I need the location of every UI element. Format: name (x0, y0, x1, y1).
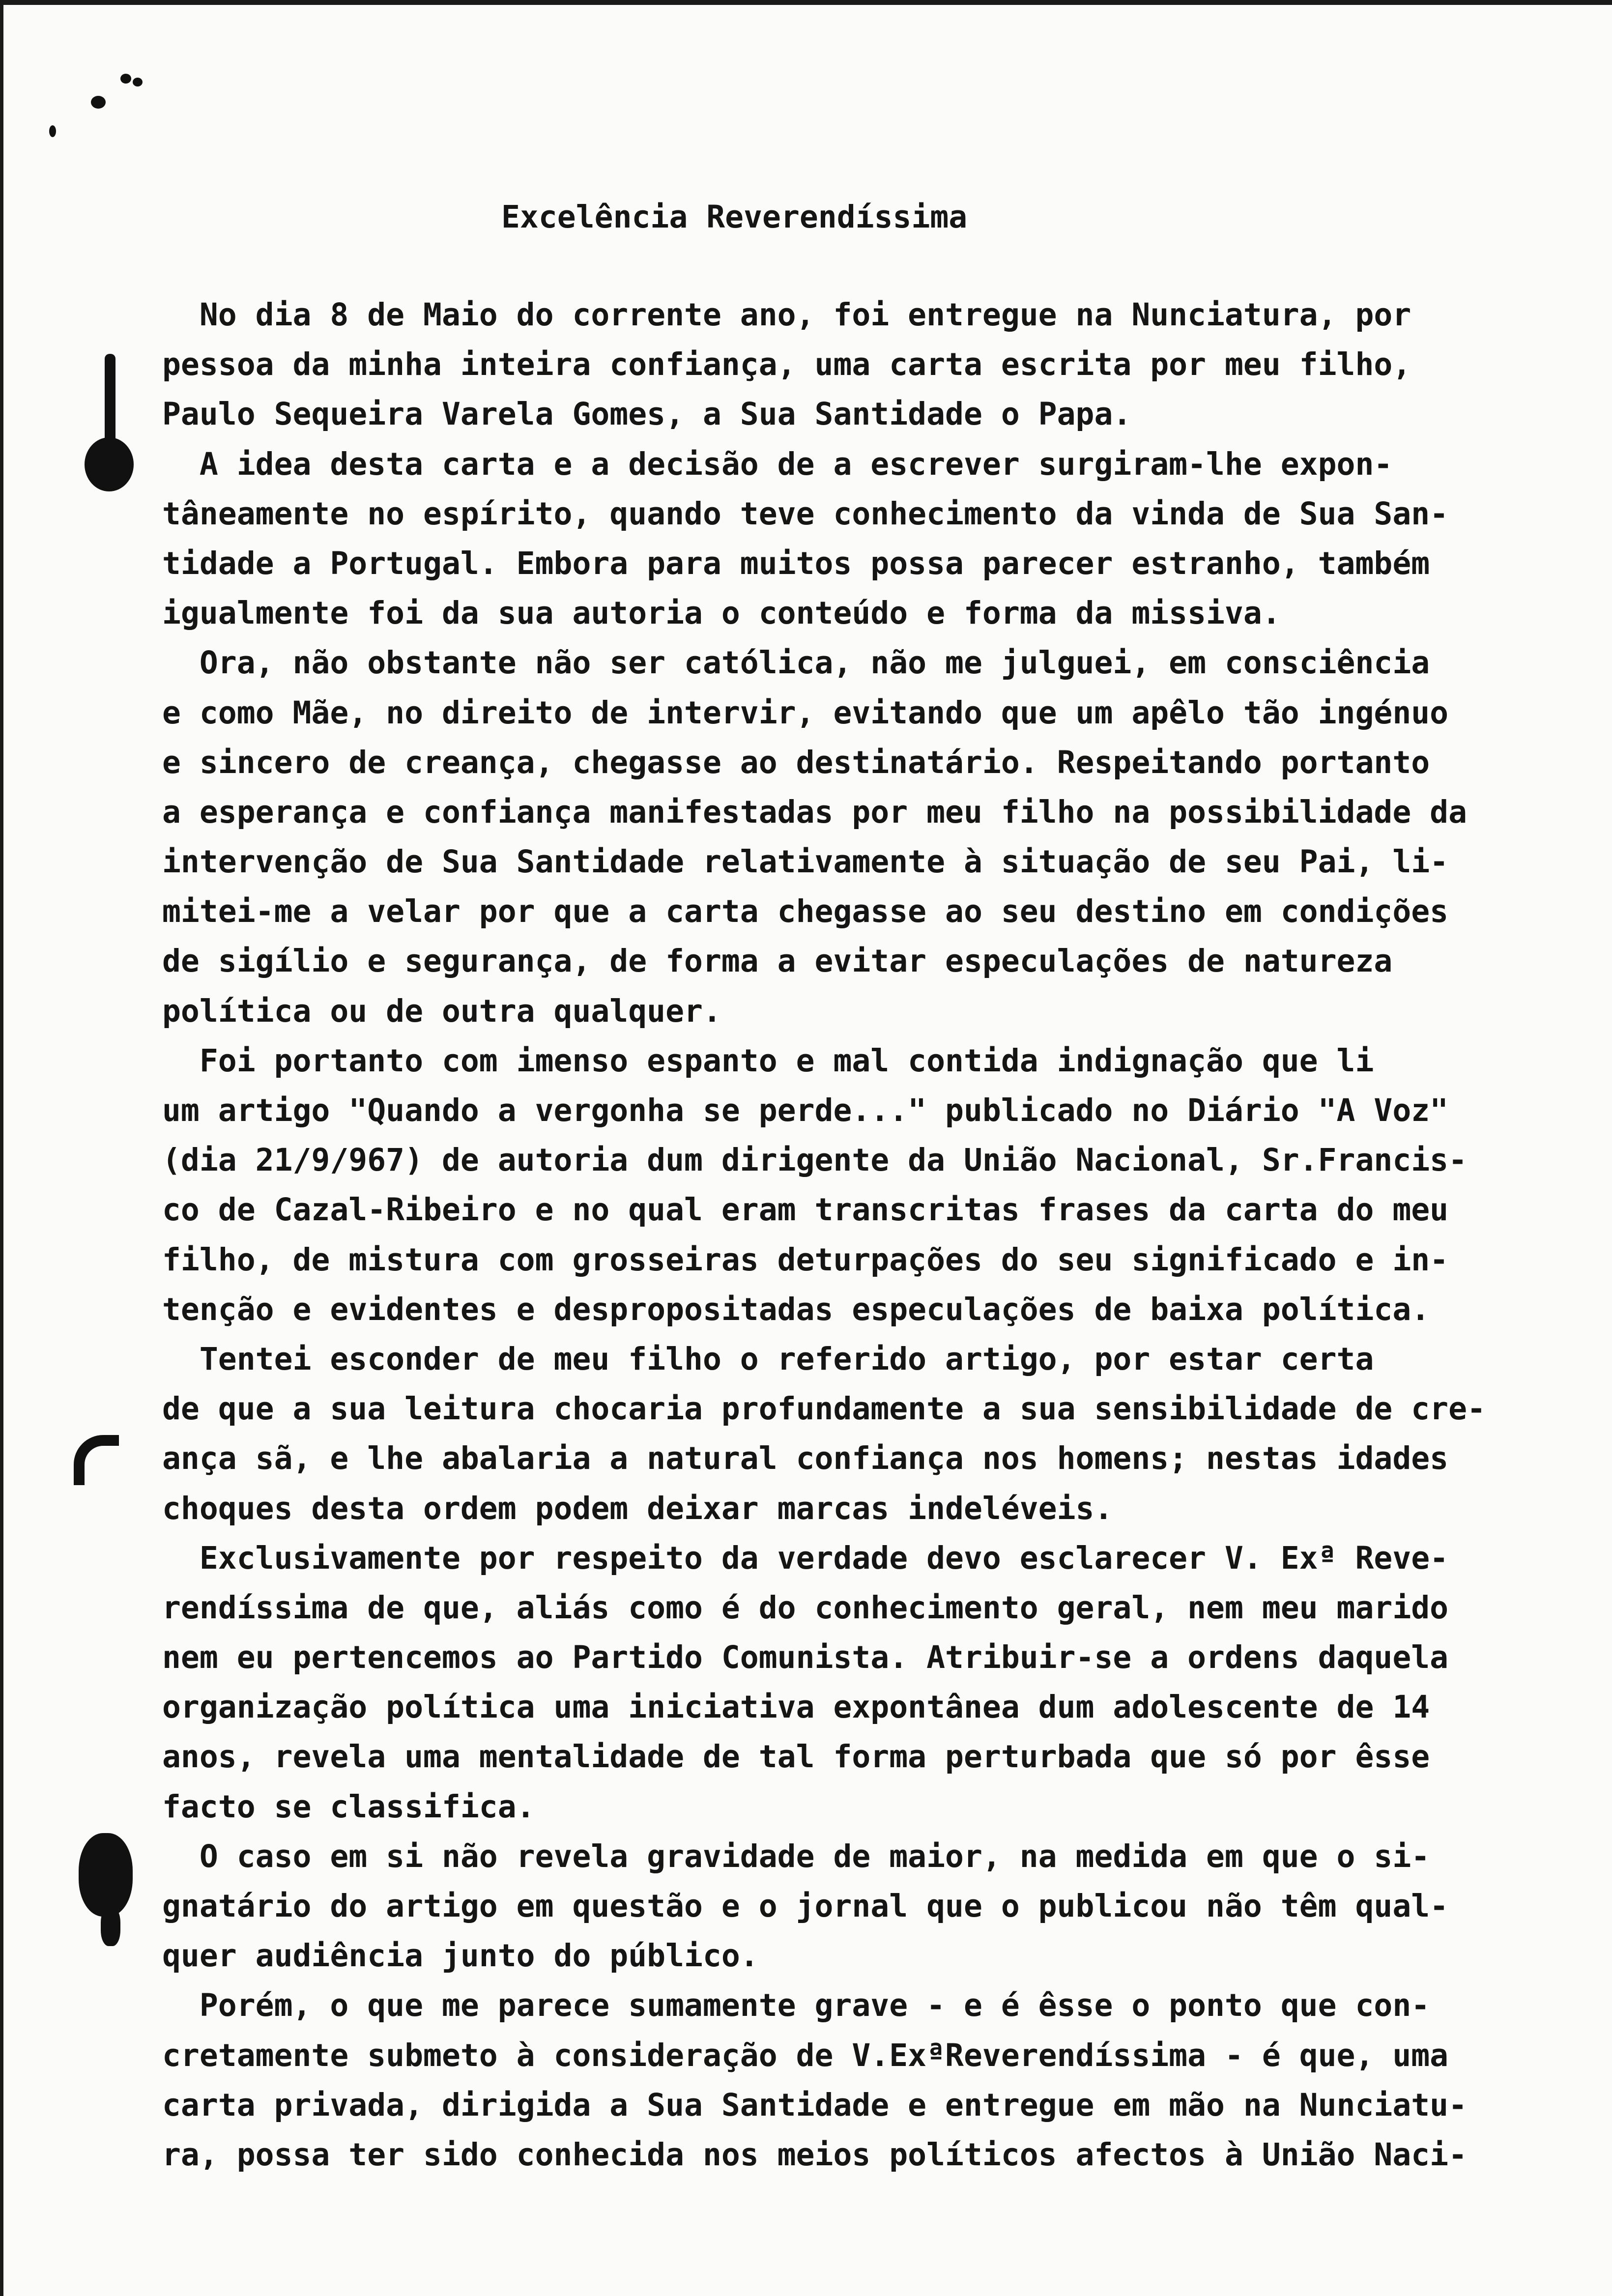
text-line: Ora, não obstante não ser católica, não me julguei, em consciência (162, 645, 1430, 681)
ink-blot (133, 78, 143, 86)
text-line: de que a sua leitura chocaria profundamente a sua sensibilidade de cre- (162, 1391, 1486, 1427)
ink-blot (120, 74, 131, 84)
text-line: de sigílio e segurança, de forma a evitar especulações de natureza (162, 943, 1393, 979)
text-line: e como Mãe, no direito de intervir, evitando que um apêlo tão ingénuo (162, 694, 1449, 731)
text-line: Exclusivamente por respeito da verdade devo esclarecer V. Exª Reve- (162, 1540, 1449, 1576)
text-line: pessoa da minha inteira confiança, uma carta escrita por meu filho, (162, 346, 1411, 383)
salutation-title: Excelência Reverendíssima (501, 199, 968, 235)
text-line: Paulo Sequeira Varela Gomes, a Sua Santidade o Papa. (162, 396, 1132, 432)
text-line: facto se classifica. (162, 1788, 535, 1825)
text-line: filho, de mistura com grosseiras deturpações do seu significado e in- (162, 1241, 1449, 1278)
text-line: rendíssima de que, aliás como é do conhecimento geral, nem meu marido (162, 1589, 1449, 1626)
text-line: Tentei esconder de meu filho o referido artigo, por estar certa (162, 1341, 1374, 1377)
text-line: tidade a Portugal. Embora para muitos possa parecer estranho, também (162, 545, 1430, 581)
text-line: cretamente submeto à consideração de V.ExªReverendíssima - é que, uma (162, 2037, 1449, 2073)
text-line: intervenção de Sua Santidade relativamente à situação de seu Pai, li- (162, 844, 1449, 880)
text-line: igualmente foi da sua autoria o conteúdo e forma da missiva. (162, 595, 1281, 631)
punch-hole-mark (79, 1833, 133, 1917)
text-line: No dia 8 de Maio do corrente ano, foi entregue na Nunciatura, por (162, 297, 1411, 333)
ink-blot (49, 125, 56, 137)
scan-edge-top (0, 0, 1612, 5)
text-line: tenção e evidentes e despropositadas especulações de baixa política. (162, 1291, 1430, 1327)
text-line: (dia 21/9/967) de autoria dum dirigente da União Nacional, Sr.Francis- (162, 1142, 1468, 1178)
punch-hole-mark (105, 354, 115, 447)
ink-mark (74, 1435, 119, 1485)
text-line: carta privada, dirigida a Sua Santidade e entregue em mão na Nunciatu- (162, 2087, 1468, 2123)
text-line: a esperança e confiança manifestadas por meu filho na possibilidade da (162, 794, 1468, 830)
text-line: A idea desta carta e a decisão de a escrever surgiram-lhe expon- (162, 446, 1393, 482)
text-line: choques desta ordem podem deixar marcas indeléveis. (162, 1490, 1113, 1526)
punch-hole-mark (85, 437, 134, 491)
text-line: política ou de outra qualquer. (162, 993, 721, 1029)
text-line: nem eu pertencemos ao Partido Comunista. Atribuir-se a ordens daquela (162, 1639, 1449, 1676)
text-line: e sincero de creança, chegasse ao destinatário. Respeitando portanto (162, 744, 1430, 780)
text-line: tâneamente no espírito, quando teve conhecimento da vinda de Sua San- (162, 495, 1449, 532)
text-line: O caso em si não revela gravidade de maior, na medida em que o si- (162, 1838, 1430, 1874)
ink-blot (91, 96, 106, 109)
letter-body (162, 290, 1587, 2180)
text-line: quer audiência junto do público. (162, 1938, 759, 1974)
text-line: um artigo "Quando a vergonha se perde..." publicado no Diário "A Voz" (162, 1092, 1449, 1128)
text-line: anos, revela uma mentalidade de tal forma perturbada que só por êsse (162, 1739, 1430, 1775)
text-line: Foi portanto com imenso espanto e mal contida indignação que li (162, 1042, 1374, 1079)
punch-hole-mark (101, 1907, 120, 1946)
scan-edge-left (0, 0, 3, 2296)
text-line: Porém, o que me parece sumamente grave - e é êsse o ponto que con- (162, 1987, 1430, 2024)
text-line: co de Cazal-Ribeiro e no qual eram transcritas frases da carta do meu (162, 1192, 1449, 1228)
text-line: ra, possa ter sido conhecida nos meios políticos afectos à União Naci- (162, 2136, 1468, 2173)
text-line: mitei-me a velar por que a carta chegasse ao seu destino em condições (162, 893, 1449, 930)
text-line: ança sã, e lhe abalaria a natural confiança nos homens; nestas idades (162, 1440, 1449, 1477)
text-line: organização política uma iniciativa expontânea dum adolescente de 14 (162, 1689, 1430, 1725)
text-line: gnatário do artigo em questão e o jornal que o publicou não têm qual- (162, 1888, 1449, 1924)
